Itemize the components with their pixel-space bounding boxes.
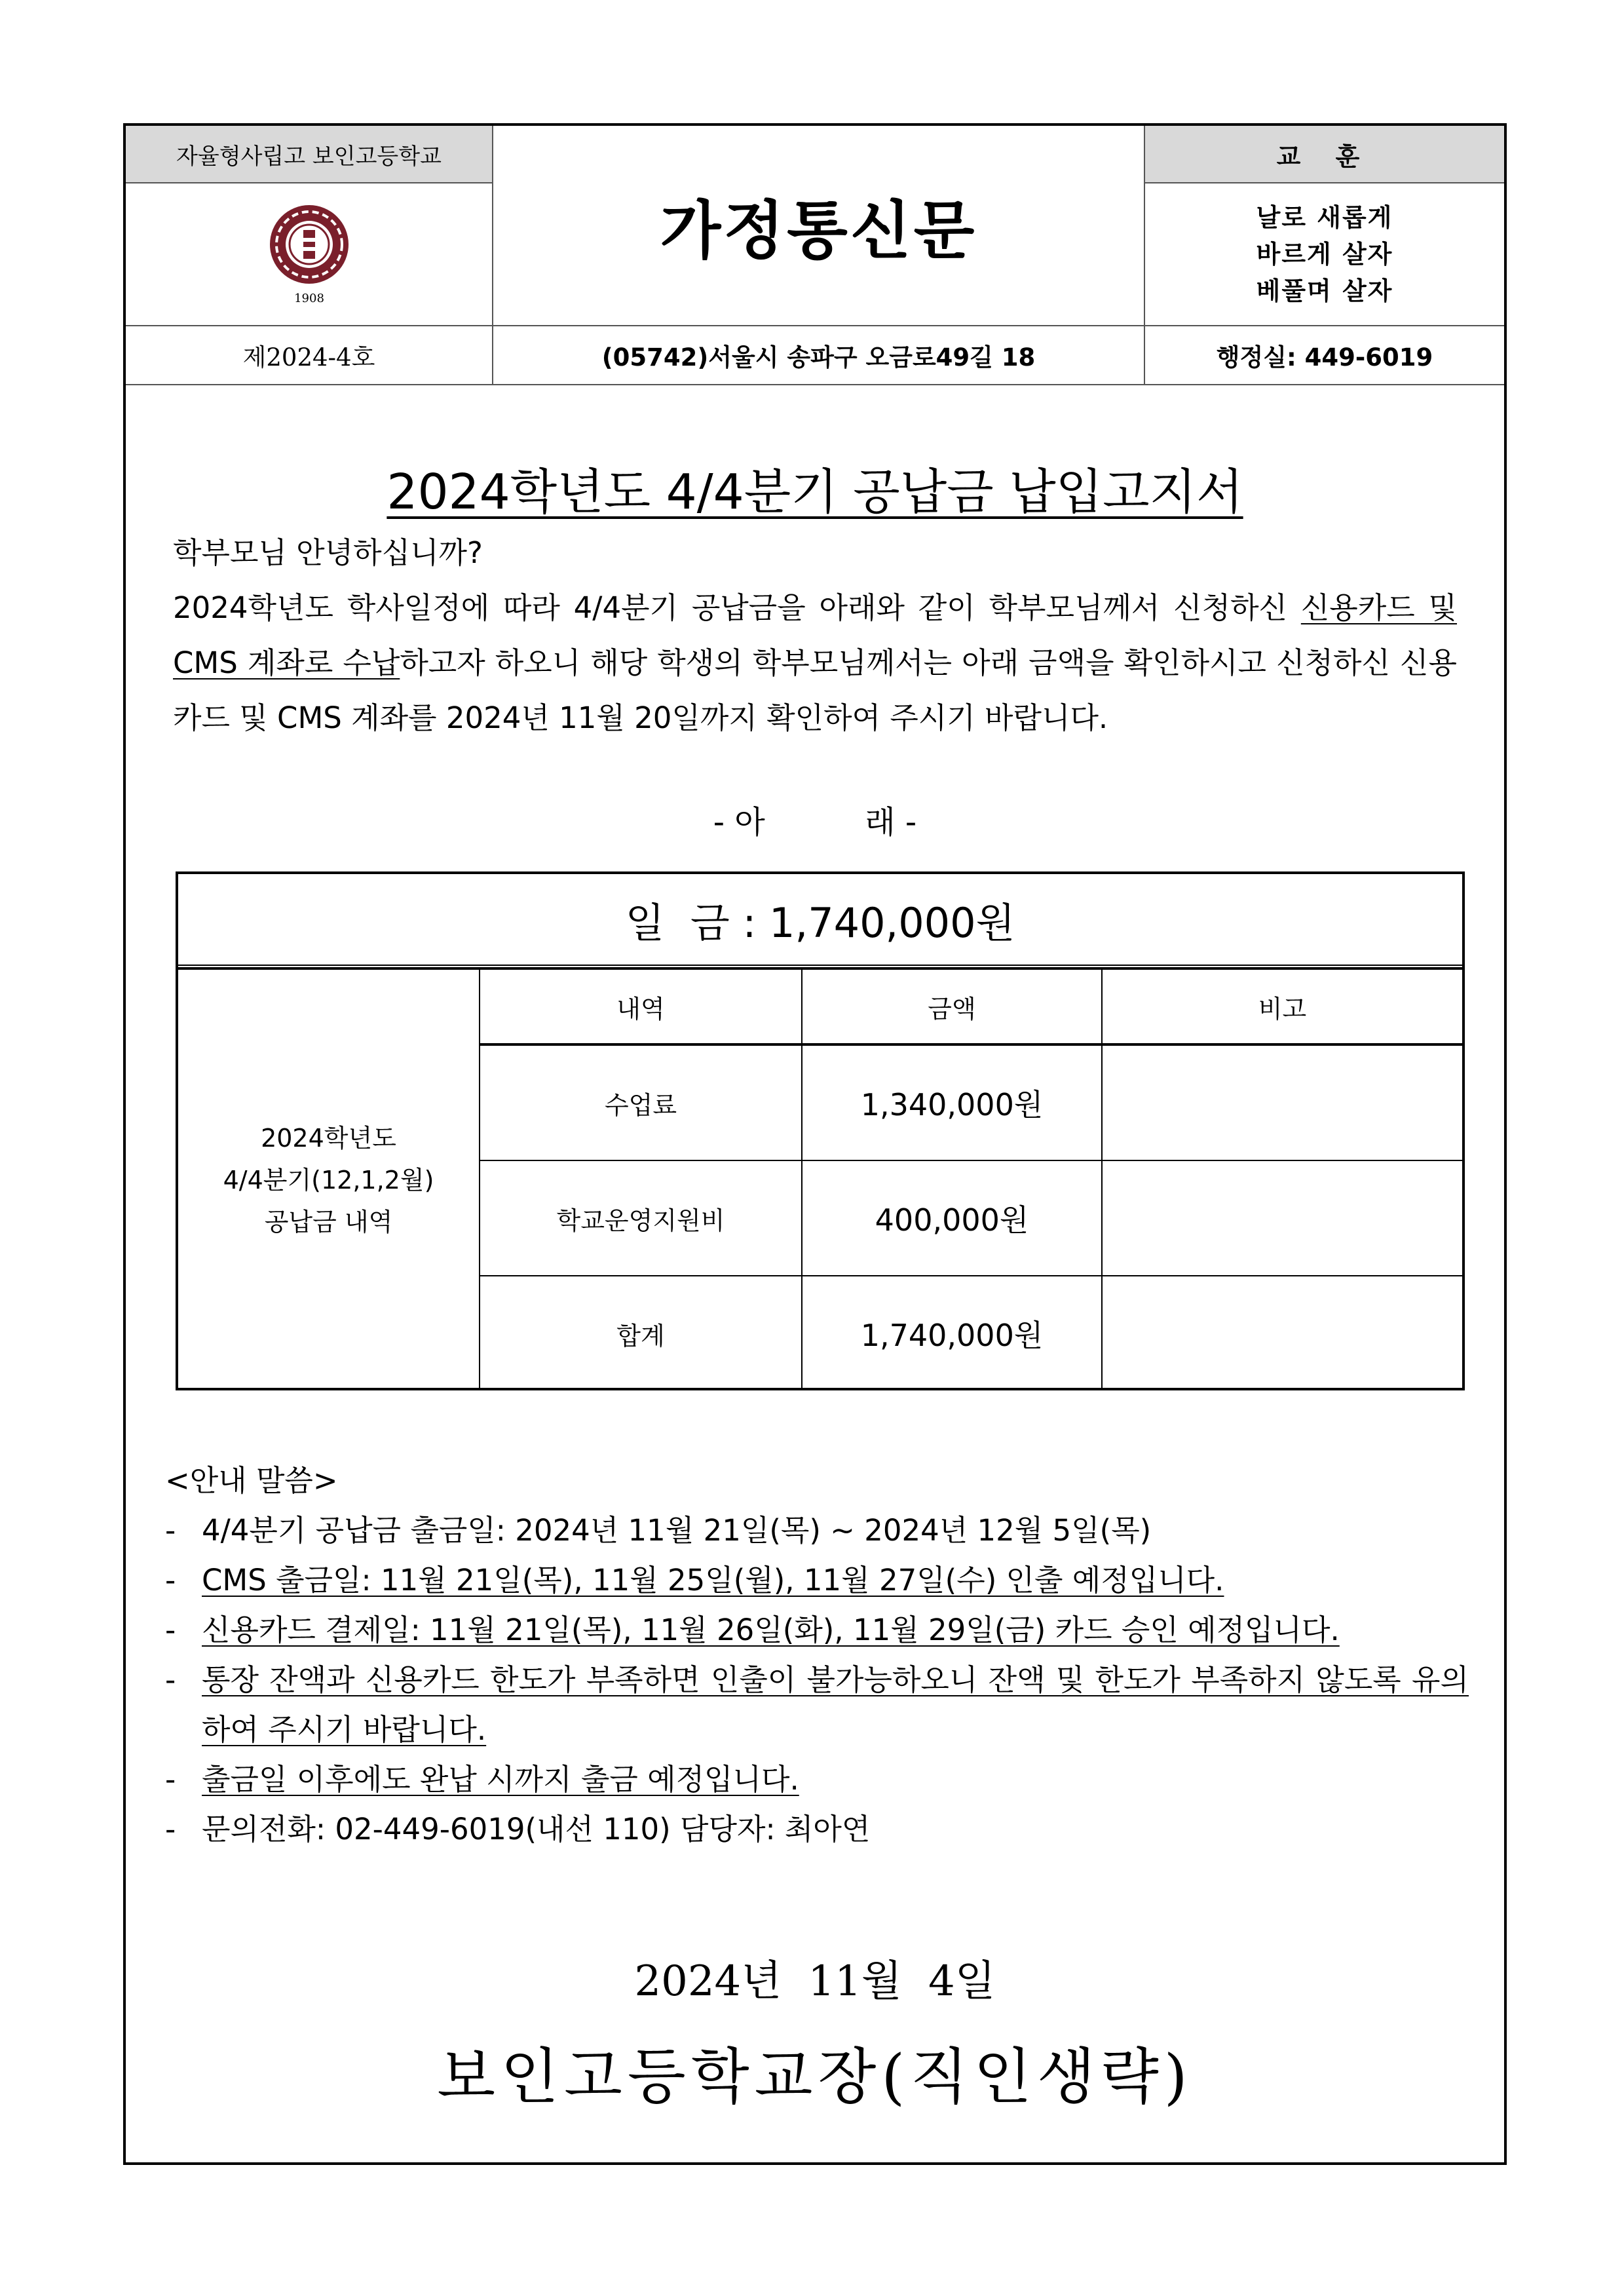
- list-item: - 4/4분기 공납금 출금일: 2024년 11월 21일(목) ~ 2024년 12월 5일(목): [165, 1506, 1469, 1556]
- section-label-line: 4/4분기(12,1,2월): [223, 1166, 434, 1195]
- notice-item-text: 4/4분기 공납금 출금일: 2024년 11월 21일(목) ~ 2024년 12월 5일(목): [202, 1513, 1152, 1548]
- fee-item: 수업료: [480, 1044, 802, 1160]
- fee-item: 학교운영지원비: [480, 1160, 802, 1276]
- document-title: [126, 453, 1504, 523]
- list-item: - 신용카드 결제일: 11월 21일(목), 11월 26일(화), 11월 29일(금) 카드 승인 예정입니다.: [165, 1613, 1340, 1647]
- fee-amount: 1,340,000원: [802, 1044, 1102, 1160]
- below-label: - 아 래 -: [713, 804, 917, 841]
- column-header-amount: 금액: [802, 969, 1102, 1044]
- column-header-note: 비고: [1102, 969, 1462, 1044]
- notice-item-text: 신용카드 결제일: 11월 21일(목), 11월 26일(화), 11월 29일(금) 카드 승인 예정입니다.: [202, 1613, 1340, 1647]
- notice-item-text: 문의전화: 02-449-6019(내선 110) 담당자: 최아연: [202, 1812, 871, 1846]
- paragraph-part1: 2024학년도 학사일정에 따라 4/4분기 공납금을 아래와 같이 학부모님께서 신청하신: [173, 590, 1301, 625]
- motto-line: 베풀며 살자: [1256, 277, 1393, 305]
- school-logo: [126, 183, 493, 326]
- fee-amount: 1,740,000원: [802, 1276, 1102, 1390]
- notice-heading: <안내 말씀>: [165, 1463, 338, 1498]
- notice-item-text: CMS 출금일: 11월 21일(목), 11월 25일(월), 11월 27일(수) 인출 예정입니다.: [202, 1563, 1224, 1598]
- list-item: - 출금일 이후에도 완납 시까지 출금 예정입니다.: [165, 1762, 799, 1797]
- motto-line: 바르게 살자: [1256, 240, 1393, 269]
- section-label-line: 공납금 내역: [264, 1208, 393, 1236]
- fee-section-label: [178, 969, 480, 1390]
- motto-line: 날로 새롭게: [1256, 203, 1393, 232]
- fee-total-line: 일 금 : 1,740,000원: [178, 874, 1462, 968]
- motto-label: 교 훈: [1144, 126, 1504, 183]
- school-address: (05742)서울시 송파구 오금로49길 18: [493, 326, 1144, 385]
- office-phone: 행정실: 449-6019: [1144, 326, 1504, 385]
- notice-item-text: 출금일 이후에도 완납 시까지 출금 예정입니다.: [202, 1762, 799, 1797]
- paragraph-part2: 하고자 하오니 해당 학생의 학부모님께서는 아래 금액을 확인하시고 신청하신 신용카드 및 CMS 계좌를 2024년 11월 20일까지 확인하여 주시기 바랍니다.: [173, 645, 1457, 735]
- column-header-item: 내역: [480, 969, 802, 1044]
- document-frame: [123, 123, 1507, 2165]
- section-label-line: 2024학년도: [261, 1124, 396, 1153]
- issue-date: 2024년 11월 4일: [634, 1957, 996, 2006]
- fee-note: [1102, 1160, 1462, 1276]
- main-paragraph: [173, 581, 1457, 746]
- paragraph-underlined: 신용카드 및 CMS 계좌로 수납: [173, 590, 1457, 680]
- logo-year: 1908: [293, 292, 324, 305]
- fee-item: 합계: [480, 1276, 802, 1390]
- fee-table: [176, 871, 1465, 1390]
- list-item: - CMS 출금일: 11월 21일(목), 11월 25일(월), 11월 27일(수) 인출 예정입니다.: [165, 1563, 1224, 1598]
- header-table: [126, 126, 1504, 385]
- page-title: 가정통신문: [493, 126, 1144, 326]
- list-item: - 문의전화: 02-449-6019(내선 110) 담당자: 최아연: [165, 1805, 1469, 1854]
- motto: [1144, 183, 1504, 326]
- fee-note: [1102, 1044, 1462, 1160]
- school-name: 자율형사립고 보인고등학교: [126, 126, 493, 183]
- issue-number: 제2024-4호: [126, 326, 493, 385]
- fee-note: [1102, 1276, 1462, 1390]
- signature: 보인고등학교장(직인생략): [437, 2042, 1193, 2112]
- greeting: 학부모님 안녕하십니까?: [173, 535, 483, 570]
- notice-item-text: 통장 잔액과 신용카드 한도가 부족하면 인출이 불가능하오니 잔액 및 한도가 부족하지 않도록 유의하여 주시기 바랍니다.: [202, 1662, 1469, 1747]
- list-item: - 통장 잔액과 신용카드 한도가 부족하면 인출이 불가능하오니 잔액 및 한도가 부족하지 않도록 유의하여 주시기 바랍니다.: [165, 1662, 1469, 1747]
- fee-amount: 400,000원: [802, 1160, 1102, 1276]
- school-emblem-icon: [267, 197, 352, 309]
- notice-section: [165, 1456, 1469, 1854]
- document-title-text: 2024학년도 4/4분기 공납금 납입고지서: [387, 464, 1243, 520]
- fee-breakdown: [178, 968, 1462, 1390]
